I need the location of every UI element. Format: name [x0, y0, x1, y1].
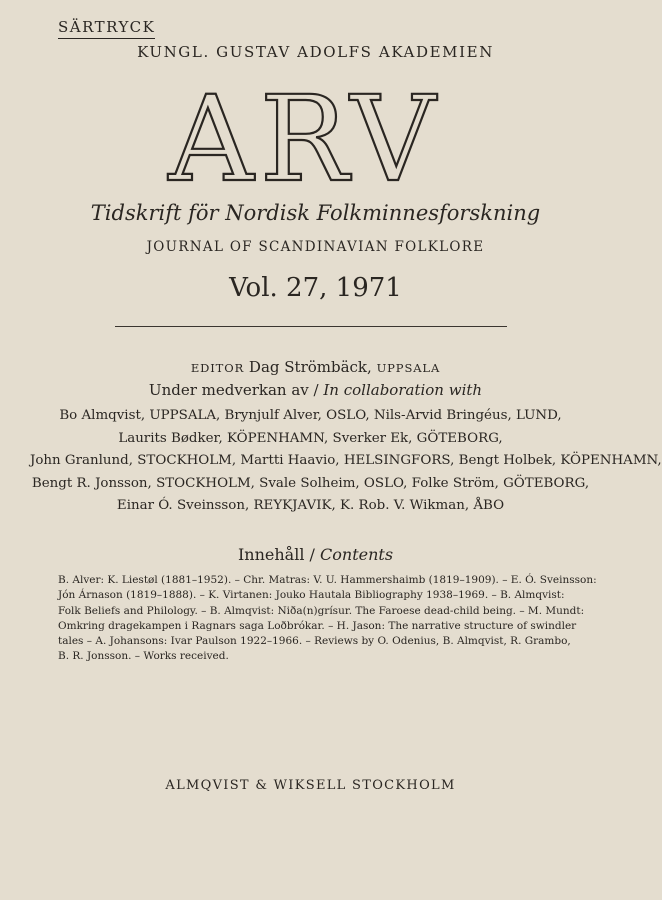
collaborators-line: Laurits Bødker, KÖPENHAMN, Sverker Ek, GÖTEBORG,: [118, 430, 503, 446]
contents-heading-separator: /: [309, 545, 315, 564]
collaborators-line: Einar Ó. Sveinsson, REYKJAVIK, K. Rob. V. Wikman, ÅBO: [116, 498, 505, 513]
collaboration-english: In collaboration with: [323, 381, 483, 399]
subtitle-swedish: Tidskrift för Nordisk Folkminnesforskning: [90, 201, 541, 225]
collaborators-line: John Granlund, STOCKHOLM, Martti Haavio, HELSINGFORS, Bengt Holbek, KÖPENHAMN,: [30, 453, 662, 468]
contents-line: tales – A. Johansons: Ivar Paulson 1922–1966. – Reviews by O. Odenius, B. Almqvist, R. Grambo,: [58, 635, 571, 648]
contents-line: B. R. Jonsson. – Works received.: [58, 650, 229, 663]
subtitle-english: JOURNAL OF SCANDINAVIAN FOLKLORE: [146, 239, 485, 255]
horizontal-rule: [115, 326, 507, 327]
contents-line: Omkring dragekampen i Ragnars saga Loðbrókar. – H. Jason: The narrative structure of swindler: [58, 619, 577, 632]
publisher-imprint: ALMQVIST & WIKSELL STOCKHOLM: [165, 778, 456, 793]
contents-heading-swedish: Innehåll: [237, 545, 305, 564]
contents-line: Folk Beliefs and Philology. – B. Almqvist: Niða(n)grísur. The Faroese dead-child being. – M. Mundt:: [58, 604, 585, 617]
journal-title-logo: [155, 70, 455, 208]
collaboration-swedish: Under medverkan av: [148, 381, 309, 399]
editor-place: UPPSALA: [376, 361, 441, 375]
collaborators-line: Bo Almqvist, UPPSALA, Brynjulf Alver, OSLO, Nils-Arvid Bringéus, LUND,: [59, 408, 562, 423]
contents-line: B. Alver: K. Liestøl (1881–1952). – Chr. Matras: V. U. Hammershaimb (1819–1909). – E. Ó. Sveinsson:: [58, 574, 597, 586]
academy-name: KUNGL. GUSTAV ADOLFS AKADEMIEN: [137, 43, 494, 61]
editor-line: [0, 358, 591, 376]
editor-label: EDITOR: [190, 361, 245, 375]
editor-name: Dag Strömbäck,: [248, 358, 372, 376]
collaboration-line: [0, 381, 591, 399]
collaborators-line: Bengt R. Jonsson, STOCKHOLM, Svale Solheim, OSLO, Folke Ström, GÖTEBORG,: [31, 475, 590, 491]
collaborators-list: [30, 405, 662, 518]
reprint-label: SÄRTRYCK: [58, 18, 155, 39]
volume-info: Vol. 27, 1971: [229, 273, 402, 303]
contents-heading-english: Contents: [320, 545, 394, 564]
contents-heading: [0, 545, 591, 564]
contents-line: Jón Árnason (1819–1888). – K. Virtanen: Jouko Hautala Bibliography 1938–1969. – B. Almqvist:: [58, 589, 565, 602]
contents-list: [58, 573, 597, 665]
collaboration-separator: /: [313, 381, 319, 399]
journal-title: ARV: [168, 70, 442, 208]
